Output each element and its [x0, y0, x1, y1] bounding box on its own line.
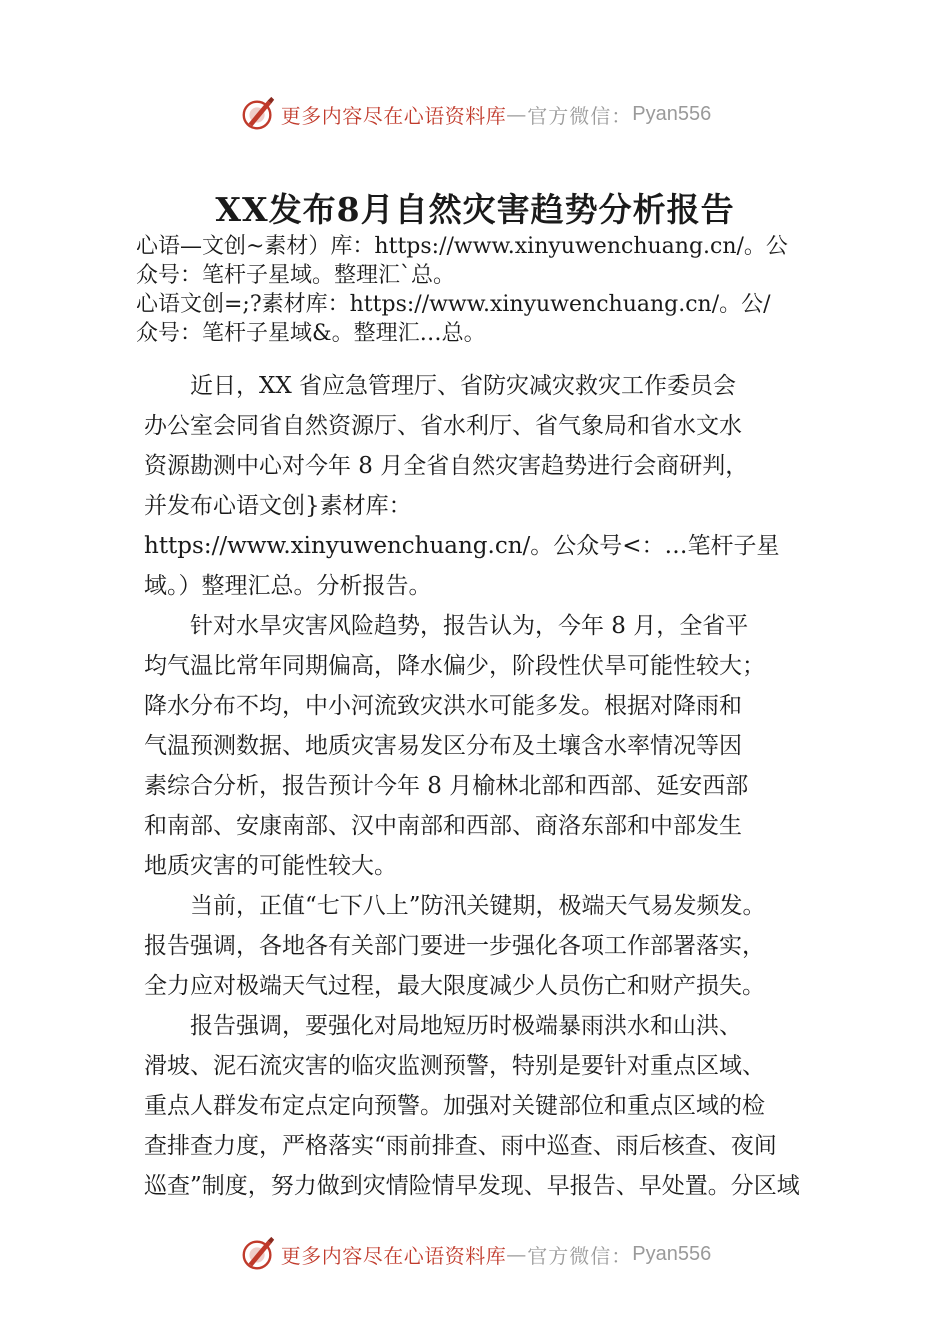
- header-line: 心语—文创~素材）库：https://www.xinyuwenchuang.cn/。公: [136, 234, 788, 259]
- body-line: 查排查力度，严格落实“雨前排查、雨中巡查、雨后核查、夜间: [144, 1133, 777, 1159]
- banner-content: [239, 95, 711, 133]
- top-banner: [0, 92, 950, 136]
- body-line: 均气温比常年同期偏高，降水偏少，阶段性伏旱可能性较大；: [144, 653, 765, 679]
- header-line: 众号：笔杆子星域。整理汇`总。: [136, 263, 456, 288]
- banner-main-text: 更多内容尽在心语资料库: [280, 1243, 507, 1268]
- body-line: 近日，XX 省应急管理厅、省防灾减灾救灾工作委员会: [144, 373, 737, 399]
- body-line: 报告强调，各地各有关部门要进一步强化各项工作部署落实，: [144, 933, 765, 959]
- banner-content: [239, 1235, 711, 1273]
- body-line: 办公室会同省自然资源厅、省水利厅、省气象局和省水文水: [144, 413, 742, 439]
- body-line: 当前，正值“七下八上”防汛关键期，极端天气易发频发。: [144, 893, 766, 919]
- pen-logo-icon: [239, 1235, 277, 1273]
- body-line: 地质灾害的可能性较大。: [144, 853, 397, 879]
- bottom-banner: [0, 1232, 950, 1276]
- header-line: 众号：笔杆子星域&。整理汇…总。: [136, 321, 486, 346]
- banner-wechat-label: 官方微信：: [527, 1243, 633, 1268]
- body-line: 重点人群发布定点定向预警。加强对关键部位和重点区域的检: [144, 1093, 765, 1119]
- body-line: 域。）整理汇总。分析报告。: [144, 573, 432, 599]
- body-line: 巡查”制度，努力做到灾情险情早发现、早报告、早处置。分区域: [144, 1173, 800, 1199]
- body-line: 资源勘测中心对今年 8 月全省自然灾害趋势进行会商研判，: [144, 453, 749, 479]
- body-line: https://www.xinyuwenchuang.cn/。公众号<：…笔杆子星: [144, 533, 780, 559]
- header-line: 心语文创=;?素材库：https://www.xinyuwenchuang.cn/。公/: [136, 292, 771, 317]
- banner-wechat-id: Pyan556: [632, 1242, 712, 1265]
- body-line: 素综合分析，报告预计今年 8 月榆林北部和西部、延安西部: [144, 773, 749, 799]
- banner-dash: —: [506, 102, 528, 126]
- banner-wechat-id: Pyan556: [632, 102, 712, 125]
- body-line: 并发布心语文创}素材库：: [144, 493, 412, 519]
- body-line: 滑坡、泥石流灾害的临灾监测预警，特别是要针对重点区域、: [144, 1053, 765, 1079]
- pen-logo-icon: [239, 95, 277, 133]
- banner-wechat-label: 官方微信：: [527, 103, 633, 128]
- body-line: 和南部、安康南部、汉中南部和西部、商洛东部和中部发生: [144, 813, 742, 839]
- body-line: 全力应对极端天气过程，最大限度减少人员伤亡和财产损失。: [144, 973, 765, 999]
- banner-main-text: 更多内容尽在心语资料库: [280, 103, 507, 128]
- body-line: 降水分布不均，中小河流致灾洪水可能多发。根据对降雨和: [144, 693, 742, 719]
- banner-dash: —: [506, 1242, 528, 1266]
- body-line: 报告强调，要强化对局地短历时极端暴雨洪水和山洪、: [144, 1013, 742, 1039]
- document-title: XX发布8月自然灾害趋势分析报告: [215, 190, 735, 229]
- body-line: 针对水旱灾害风险趋势，报告认为，今年 8 月，全省平: [144, 613, 749, 639]
- body-line: 气温预测数据、地质灾害易发区分布及土壤含水率情况等因: [144, 733, 742, 759]
